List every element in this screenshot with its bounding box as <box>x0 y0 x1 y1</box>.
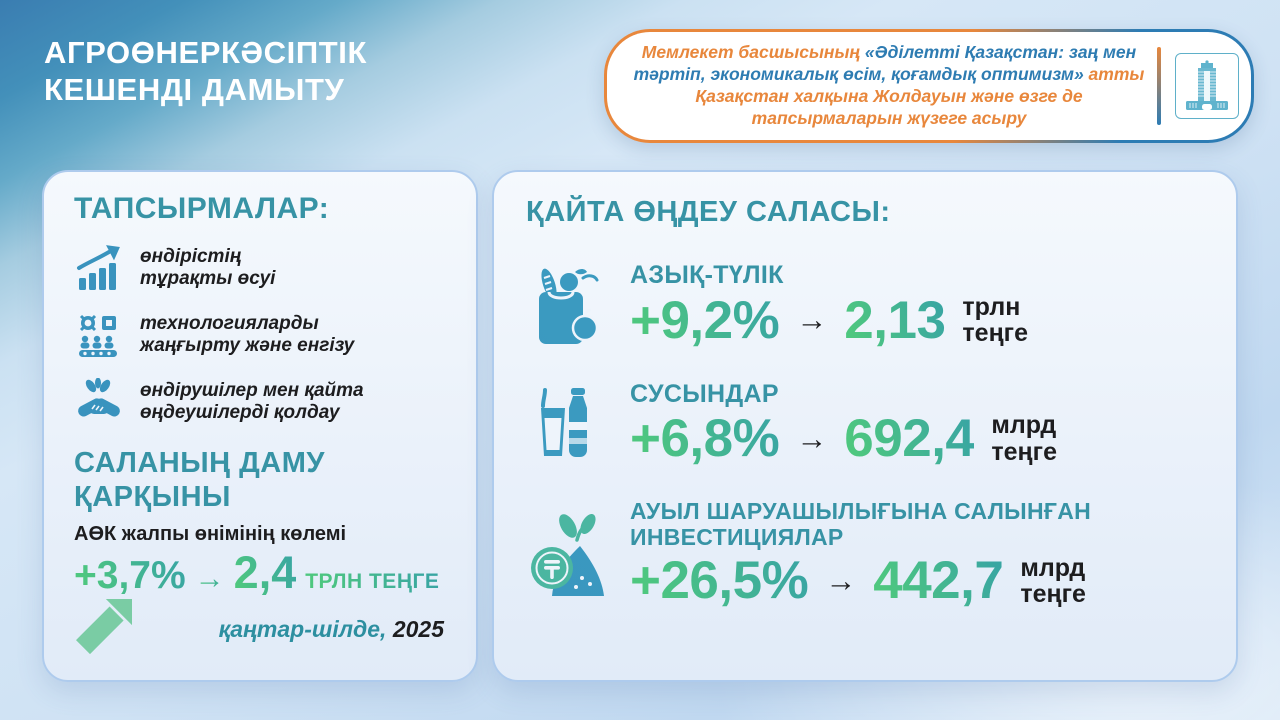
growth-chart-icon <box>74 243 124 293</box>
stat-row-values <box>630 408 1057 469</box>
amount-value: 2,13 <box>844 290 946 350</box>
header-badge <box>604 29 1254 143</box>
stat-row-label: СУСЫНДАР <box>630 379 779 408</box>
percent-value: +26,5% <box>630 551 809 611</box>
task-item-label: өндірістің тұрақты өсуі <box>140 245 276 289</box>
page-title <box>44 34 367 108</box>
tasks-list <box>74 243 450 427</box>
badge-text-blue: «Әділетті Қазақстан: заң мен тәртіп, экономикалық өсім, қоғамдық оптимизм» <box>633 42 1137 85</box>
left-card-footer <box>74 599 450 668</box>
stat-row-food <box>526 261 1208 351</box>
amount-value: 2,4 <box>233 547 297 599</box>
percent-value: +3,7% <box>74 554 186 598</box>
up-right-arrow-icon <box>76 599 132 660</box>
amount-unit: ТРЛН ТЕҢГЕ <box>305 570 440 594</box>
task-item-technology <box>74 310 450 360</box>
arrow-right-icon: → <box>796 302 828 337</box>
arrow-right-icon: → <box>796 420 828 456</box>
stat-row-values <box>630 550 1091 611</box>
amount-value: 692,4 <box>844 409 975 468</box>
gross-output-stat <box>74 547 450 599</box>
stat-row-values <box>630 290 1028 351</box>
processing-sector-heading: ҚАЙТА ӨҢДЕУ САЛАСЫ: <box>526 196 891 228</box>
amount-value: 442,7 <box>873 551 1004 611</box>
tasks-card <box>42 170 478 682</box>
task-item-label: технологияларды жаңғырту және енгізу <box>140 312 355 356</box>
stat-row-body <box>630 498 1091 611</box>
task-item-support <box>74 377 450 427</box>
agro-investment-coin-sprout-icon <box>526 512 610 598</box>
reporting-period: қаңтар-шілде, 2025 <box>218 616 444 643</box>
task-item-production-growth <box>74 243 450 293</box>
header-badge-text <box>633 42 1145 130</box>
stat-row-body <box>630 261 1028 351</box>
processing-sector-card <box>492 170 1238 682</box>
handshake-support-icon <box>74 377 124 427</box>
task-item-label: өндірушілер мен қайта өңдеушілерді қолдау <box>140 379 364 423</box>
sector-rows <box>526 261 1208 611</box>
badge-text-orange-1: Мемлекет басшысының <box>641 42 865 63</box>
tasks-card-heading: ТАПСЫРМАЛАР: <box>74 192 330 225</box>
amount-unit: млрд теңге <box>1020 553 1086 608</box>
government-building-icon <box>1175 53 1239 119</box>
percent-value: +6,8% <box>630 409 780 468</box>
sector-growth-heading: САЛАНЫҢ ДАМУ ҚАРҚЫНЫ <box>74 447 325 513</box>
badge-divider <box>1157 47 1161 125</box>
arrow-right-icon: → <box>825 562 857 598</box>
amount-unit: млрд теңге <box>991 411 1057 466</box>
stat-row-label: АЗЫҚ-ТҮЛІК <box>630 261 784 289</box>
stat-row-body <box>630 380 1057 470</box>
page-title-line2: КЕШЕНДІ ДАМЫТУ <box>44 72 345 107</box>
stat-row-label: АУЫЛ ШАРУАШЫЛЫҒЫНА САЛЫНҒАН ИНВЕСТИЦИЯЛАР <box>630 498 1092 551</box>
page-title-line1: АГРОӨНЕРКӘСІПТІК <box>44 35 367 70</box>
arrow-right-icon: → <box>194 562 225 596</box>
groceries-bag-icon <box>526 266 610 346</box>
stat-row-investments <box>526 498 1208 611</box>
badge-text-orange-2: атты Қазақстан халқына Жолдауын және өзге де тапсырмаларын жүзеге асыру <box>695 64 1145 128</box>
technology-modernization-icon <box>74 310 124 360</box>
government-building-icon-svg <box>1184 59 1230 113</box>
header-badge-inner <box>607 32 1251 140</box>
percent-value: +9,2% <box>630 290 780 350</box>
gross-output-caption: АӨК жалпы өнімінің көлемі <box>74 523 347 546</box>
stat-row-beverages <box>526 380 1208 470</box>
amount-unit: трлн теңге <box>962 292 1028 347</box>
beverages-icon <box>526 386 610 462</box>
